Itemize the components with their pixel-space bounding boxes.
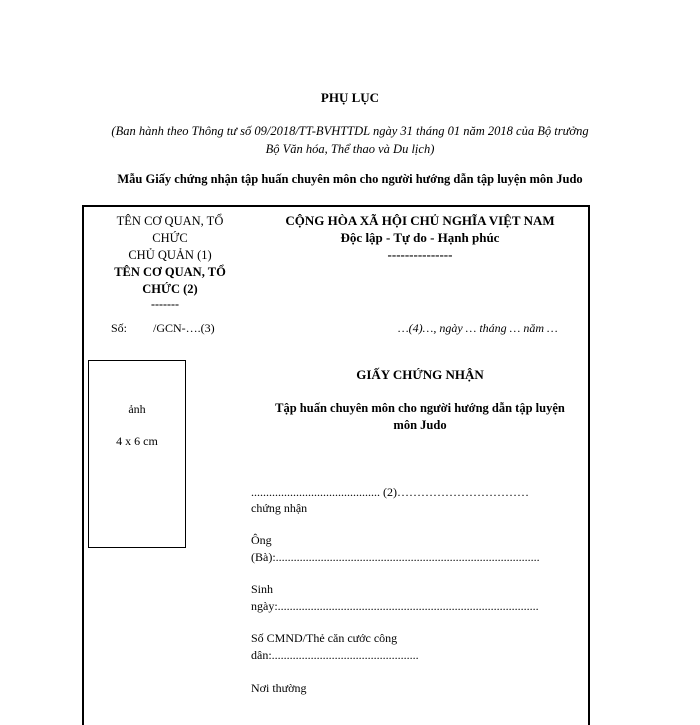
certificate-subtitle-line-1: Tập huấn chuyên môn cho người hướng dẫn tập luyện bbox=[275, 401, 565, 415]
form-title: Mẫu Giấy chứng nhận tập huấn chuyên môn cho người hướng dẫn tập luyện môn Judo bbox=[117, 172, 583, 186]
certificate-title: GIẤY CHỨNG NHẬN bbox=[356, 367, 484, 382]
issuer-suffix: chứng nhận bbox=[251, 501, 308, 515]
place-date: …(4)…, ngày … tháng … năm … bbox=[398, 321, 558, 335]
number-label: Số: bbox=[111, 321, 128, 335]
organization-block bbox=[100, 213, 240, 298]
republic-motto: Độc lập - Tự do - Hạnh phúc bbox=[340, 230, 500, 245]
org-line-2: CHỨC bbox=[152, 231, 188, 245]
appendix-subtitle bbox=[80, 122, 620, 158]
republic-header bbox=[250, 212, 590, 263]
org-line-5: CHỨC (2) bbox=[142, 282, 198, 296]
number-value: /GCN-….(3) bbox=[153, 321, 215, 335]
certificate-subtitle-line-2: môn Judo bbox=[393, 418, 447, 432]
photo-box bbox=[88, 360, 186, 548]
dob-label: Sinh bbox=[251, 582, 274, 596]
org-line-1: TÊN CƠ QUAN, TỔ bbox=[116, 214, 224, 228]
org-line-4: TÊN CƠ QUAN, TỔ bbox=[114, 265, 226, 279]
photo-label: ảnh bbox=[128, 402, 146, 416]
org-line-3: CHỦ QUẢN (1) bbox=[128, 248, 212, 262]
residence-label: Nơi thường bbox=[251, 681, 307, 695]
photo-size: 4 x 6 cm bbox=[116, 434, 158, 448]
dob-line: ngày:....................................................................................... bbox=[251, 599, 539, 613]
subtitle-line-2: Bộ Văn hóa, Thể thao và Du lịch) bbox=[265, 142, 435, 156]
republic-name: CỘNG HÒA XÃ HỘI CHỦ NGHĨA VIỆT NAM bbox=[285, 213, 555, 228]
name-label: Ông bbox=[251, 533, 272, 547]
id-line: dân:................................................. bbox=[251, 648, 419, 662]
name-line: (Bà):........................................................................................ bbox=[251, 550, 540, 564]
republic-separator: --------------- bbox=[387, 247, 453, 262]
org-separator: ------- bbox=[151, 297, 179, 311]
issuer-line: ........................................... (2)…………………………… bbox=[251, 485, 529, 499]
id-label: Số CMND/Thẻ căn cước công bbox=[251, 631, 398, 645]
appendix-title: PHỤ LỤC bbox=[320, 90, 380, 105]
subtitle-line-1: (Ban hành theo Thông tư số 09/2018/TT-BVHTTDL ngày 31 tháng 01 năm 2018 của Bộ trưởng bbox=[111, 124, 589, 138]
certificate-subtitle bbox=[255, 400, 585, 434]
